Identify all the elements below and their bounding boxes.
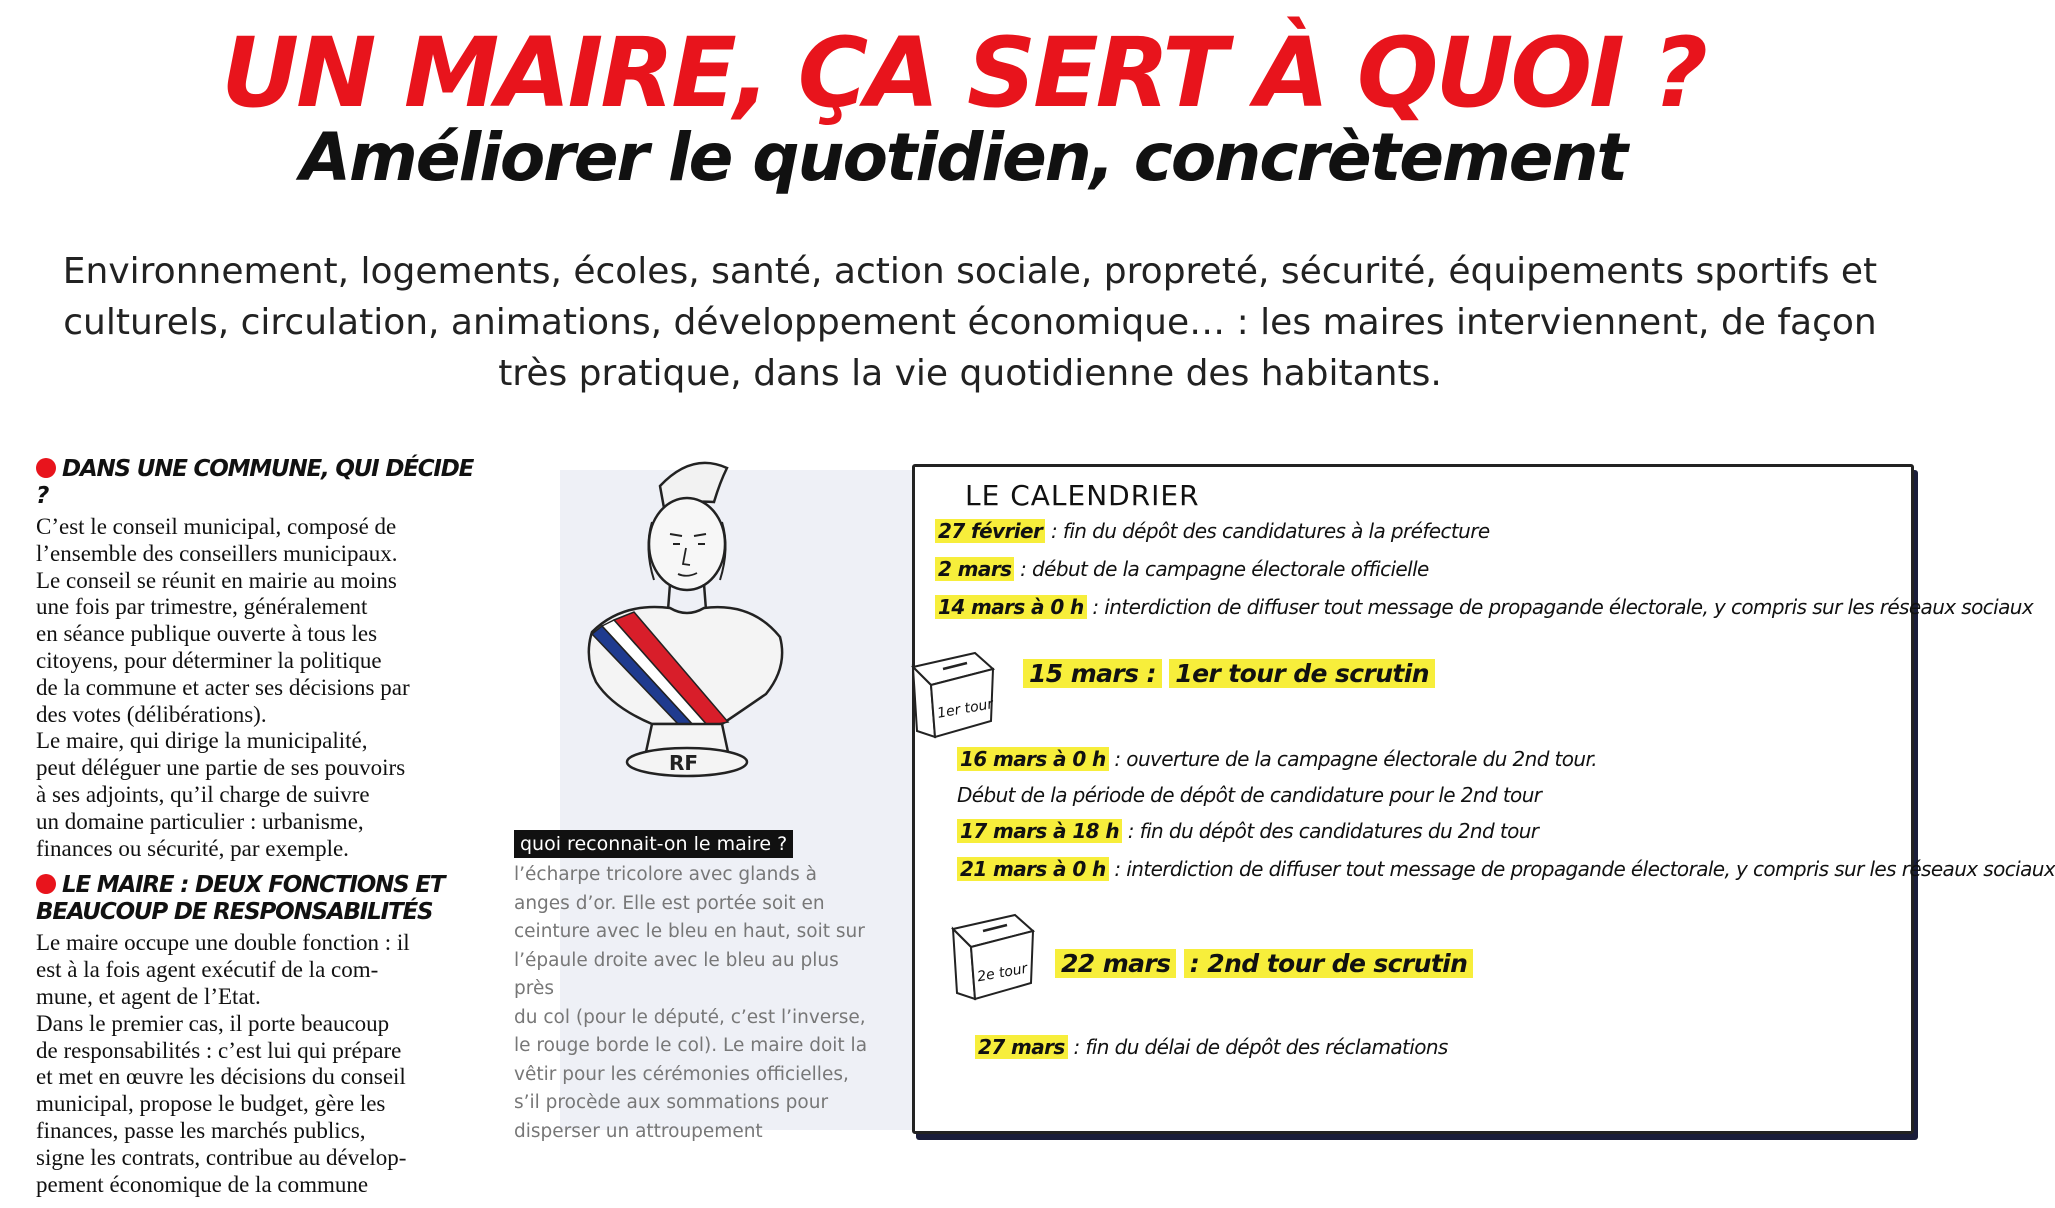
caption-title: quoi reconnait-on le maire ? — [514, 830, 793, 858]
section-heading-decision-text: DANS UNE COMMUNE, QUI DÉCIDE ? — [36, 456, 474, 509]
ballot-label-1: 1er tour — [936, 696, 995, 722]
section-heading-decision — [36, 456, 486, 510]
calendar-entry-text: 1er tour de scrutin — [1169, 659, 1435, 688]
section-heading-maire-text: LE MAIRE : DEUX FONCTIONS ET BEAUCOUP DE RESPONSABILITÉS — [36, 872, 445, 926]
calendar-entry — [935, 595, 2033, 619]
calendar-entry — [935, 519, 1490, 543]
page-title: UN MAIRE, ÇA SERT À QUOI ? — [221, 17, 1705, 129]
page-subtitle: Améliorer le quotidien, concrètement — [299, 119, 1627, 196]
calendar-entry-text: : fin du dépôt des candidatures du 2nd tour — [1127, 819, 1539, 843]
calendar-entry-text: : 2nd tour de scrutin — [1184, 949, 1474, 978]
calendar-entry-text: : interdiction de diffuser tout message de propagande électorale, y compris sur les réseaux sociaux — [1092, 595, 2034, 619]
calendar-entry-text: Début de la période de dépôt de candidature pour le 2nd tour — [957, 783, 1542, 807]
calendar-entry-round1 — [1023, 659, 1435, 688]
calendar-entry — [957, 783, 1541, 807]
section-heading-maire — [36, 872, 486, 926]
section-body-maire: Le maire occupe une double fonction : il est à la fois agent exécutif de la com- mune, et agent de l’Etat. Dans le premier cas, il porte beaucoup de responsabilités : c’est lui qui prépare et met en œuvre les décisions du conseil municipal, propose le budget, gère les finances, passe les marchés publics, signe les contrats, contribue au dévelop- pement économique de la commune — [36, 930, 410, 1197]
calendar-entry-date: 27 mars — [975, 1035, 1068, 1059]
calendar-entry-date: 14 mars à 0 h — [935, 595, 1087, 619]
calendar-entry-text: : début de la campagne électorale officielle — [1020, 557, 1429, 581]
caption-body: l’écharpe tricolore avec glands à anges d’or. Elle est portée soit en ceinture avec le bleu en haut, soit sur l’épaule droite avec le bleu au plus près du col (pour le député, c’est l’inverse, le rouge borde le col). Le maire doit la vêtir pour les cérémonies officielles, s’il procède aux sommations pour disperser un attroupement — [514, 864, 868, 1142]
calendar-entry-date: 17 mars à 18 h — [957, 819, 1122, 843]
calendar-title: LE CALENDRIER — [965, 479, 1200, 512]
calendar-entry-text: : ouverture de la campagne électorale du 2nd tour. — [1114, 747, 1598, 771]
ballot-label-2: 2e tour — [975, 960, 1029, 986]
calendar-entry — [935, 557, 1429, 581]
calendar-entry-date: 16 mars à 0 h — [957, 747, 1109, 771]
calendar-entry-date: 15 mars : — [1023, 659, 1162, 688]
calendar-entry-round2 — [1055, 949, 1473, 978]
calendar-entry — [975, 1035, 1448, 1059]
marianne-bust-illustration — [552, 452, 822, 812]
calendar-entry — [957, 747, 1597, 771]
red-bullet-icon — [36, 874, 56, 894]
intro-paragraph: Environnement, logements, écoles, santé, action sociale, propreté, sécurité, équipements sportifs et culturels, circulation, animations, développement économique… : les maires interviennent, de façon très pratique, dans la vie quotidienne des habitants. — [62, 251, 1878, 394]
ballot-box-icon — [905, 645, 1001, 741]
red-bullet-icon — [36, 458, 56, 478]
calendar-entry-text: : fin du dépôt des candidatures à la préfecture — [1051, 519, 1490, 543]
section-body-decision: C’est le conseil municipal, composé de l’ensemble des conseillers municipaux. Le conseil se réunit en mairie au moins une fois par trimestre, généralement en séance publique ouverte à tous les citoyens, pour déterminer la politique de la commune et acter ses décisions par des votes (délibérations). Le maire, qui dirige la municipalité, peut déléguer une partie de ses pouvoirs à ses adjoints, qu’il charge de suivre un domaine particulier : urbanisme, finances ou sécurité, par exemple. — [36, 514, 410, 861]
calendar-entry — [957, 819, 1538, 843]
calendar-entry-date: 22 mars — [1055, 949, 1176, 978]
ballot-box-icon — [945, 907, 1041, 1003]
bust-sash-label: RF — [669, 751, 699, 775]
calendar-entry-date: 21 mars à 0 h — [957, 857, 1109, 881]
calendar-entry-date: 27 février — [935, 519, 1045, 543]
calendar-entry — [957, 857, 2055, 881]
calendar-entry-date: 2 mars — [935, 557, 1014, 581]
calendar-box — [912, 464, 2055, 1134]
calendar-entry-text: : fin du délai de dépôt des réclamations — [1073, 1035, 1448, 1059]
calendar-entry-text: : interdiction de diffuser tout message de propagande électorale, y compris sur les réseaux sociaux — [1114, 857, 2055, 881]
left-column — [36, 456, 486, 1208]
